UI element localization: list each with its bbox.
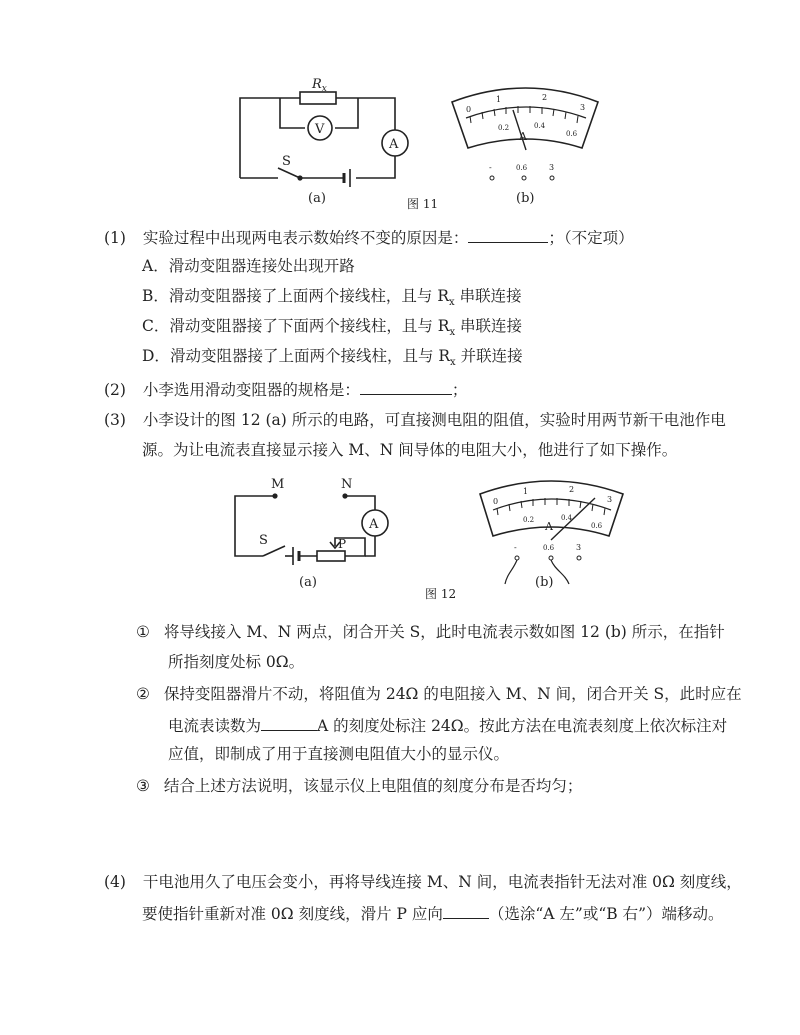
ammeter-dial-12b: [480, 481, 623, 584]
svg-text:3: 3: [607, 495, 613, 504]
step-3-line1: ③ 结合上述方法说明，该显示仪上电阻值的刻度分布是否均匀；: [136, 777, 583, 795]
step-1-line1: ① 将导线接入 M、N 两点，闭合开关 S，此时电流表示数如图 12 (b) 所示，在指针: [136, 623, 725, 641]
q3-stem-line2: 源。为让电流表直接显示接入 M、N 间导体的电阻大小，他进行了如下操作。: [142, 441, 678, 459]
fig12-sub-b: (b): [535, 575, 554, 590]
q3-stem-line1: (3) 小李设计的图 12 (a) 所示的电路，可直接测电阻的阻值，实验时用两节新干电池作电: [104, 411, 726, 429]
q4-line2: 要使指针重新对准 0Ω 刻度线，滑片 P 应向 （选涂“A 左”或“B 右”）端移动。: [142, 902, 724, 924]
step-1-line2: 所指刻度处标 0Ω。: [168, 653, 305, 671]
circuit-11a: [240, 92, 408, 187]
fig12-sub-a: (a): [299, 575, 317, 590]
svg-text:A: A: [519, 130, 527, 143]
step-2-line2: 电流表读数为 A 的刻度处标注 24Ω。按此方法在电流表刻度上依次标注对: [168, 714, 727, 736]
figure-11-svg: [230, 70, 610, 220]
rx-label: $R_x$: [312, 77, 327, 94]
switch-label: S: [282, 154, 291, 169]
terminal-m-label: M: [271, 477, 285, 492]
svg-text:3: 3: [580, 103, 586, 112]
svg-text:3: 3: [576, 543, 582, 552]
svg-text:0.4: 0.4: [561, 514, 573, 522]
svg-text:0.6: 0.6: [543, 544, 555, 552]
step-2-answer-blank[interactable]: [261, 714, 317, 731]
svg-text:0.4: 0.4: [534, 122, 546, 130]
svg-text:0: 0: [466, 105, 472, 114]
q1-option-c: C．滑动变阻器接了下面两个接线柱，且与 $R_x$ 串联连接: [142, 317, 523, 339]
switch-label-12: S: [259, 533, 268, 548]
fig11-caption: 图 11: [407, 197, 439, 211]
fig11-sub-a: (a): [308, 191, 326, 206]
svg-text:0.6: 0.6: [566, 130, 578, 138]
fig12-caption: 图 12: [425, 587, 457, 601]
svg-text:0.2: 0.2: [498, 124, 510, 132]
ammeter-dial-11b: [452, 88, 598, 180]
figure-12: [225, 474, 625, 613]
figure-11: [230, 70, 610, 224]
slider-p-label: P: [338, 537, 347, 551]
q4-answer-blank[interactable]: [443, 902, 489, 919]
svg-text:-: -: [514, 543, 517, 552]
q4-line1: (4) 干电池用久了电压会变小，再将导线连接 M、N 间，电流表指针无法对准 0Ω 刻度线，: [104, 873, 742, 891]
svg-text:0.2: 0.2: [523, 516, 535, 524]
circuit-12a: [235, 494, 388, 565]
q2-answer-blank[interactable]: [360, 378, 452, 395]
q1-option-b: B．滑动变阻器接了上面两个接线柱，且与 $R_x$ 串联连接: [142, 287, 522, 309]
step-2-line1: ② 保持变阻器滑片不动，将阻值为 24Ω 的电阻接入 M、N 间，闭合开关 S，此时应在: [136, 685, 742, 703]
ammeter-label-12: A: [369, 517, 379, 532]
svg-text:1: 1: [496, 95, 502, 104]
q1-option-d: D．滑动变阻器接了上面两个接线柱，且与 $R_x$ 并联连接: [142, 347, 523, 369]
voltmeter-label: V: [315, 122, 325, 137]
svg-text:1: 1: [523, 487, 529, 496]
ammeter-label: A: [389, 137, 399, 152]
svg-text:-: -: [489, 163, 492, 172]
figure-12-svg: [225, 474, 625, 609]
svg-text:A: A: [545, 520, 553, 533]
svg-text:0: 0: [493, 497, 499, 506]
q2-stem: (2) 小李选用滑动变阻器的规格是： ；: [104, 378, 467, 400]
step-3-answer-area[interactable]: [168, 800, 708, 860]
svg-text:0.6: 0.6: [516, 164, 528, 172]
terminal-n-label: N: [341, 477, 353, 492]
q1-answer-blank[interactable]: [468, 226, 548, 243]
svg-text:3: 3: [549, 163, 555, 172]
q1-stem: (1) 实验过程中出现两电表示数始终不变的原因是： ；（不定项）: [104, 226, 634, 248]
step-2-line3: 应值，即制成了用于直接测电阻值大小的显示仪。: [168, 745, 510, 763]
svg-text:2: 2: [569, 485, 575, 494]
svg-text:2: 2: [542, 93, 548, 102]
fig11-sub-b: (b): [516, 191, 535, 206]
q1-option-a: A．滑动变阻器连接处出现开路: [142, 257, 355, 275]
svg-text:0.6: 0.6: [591, 522, 603, 530]
